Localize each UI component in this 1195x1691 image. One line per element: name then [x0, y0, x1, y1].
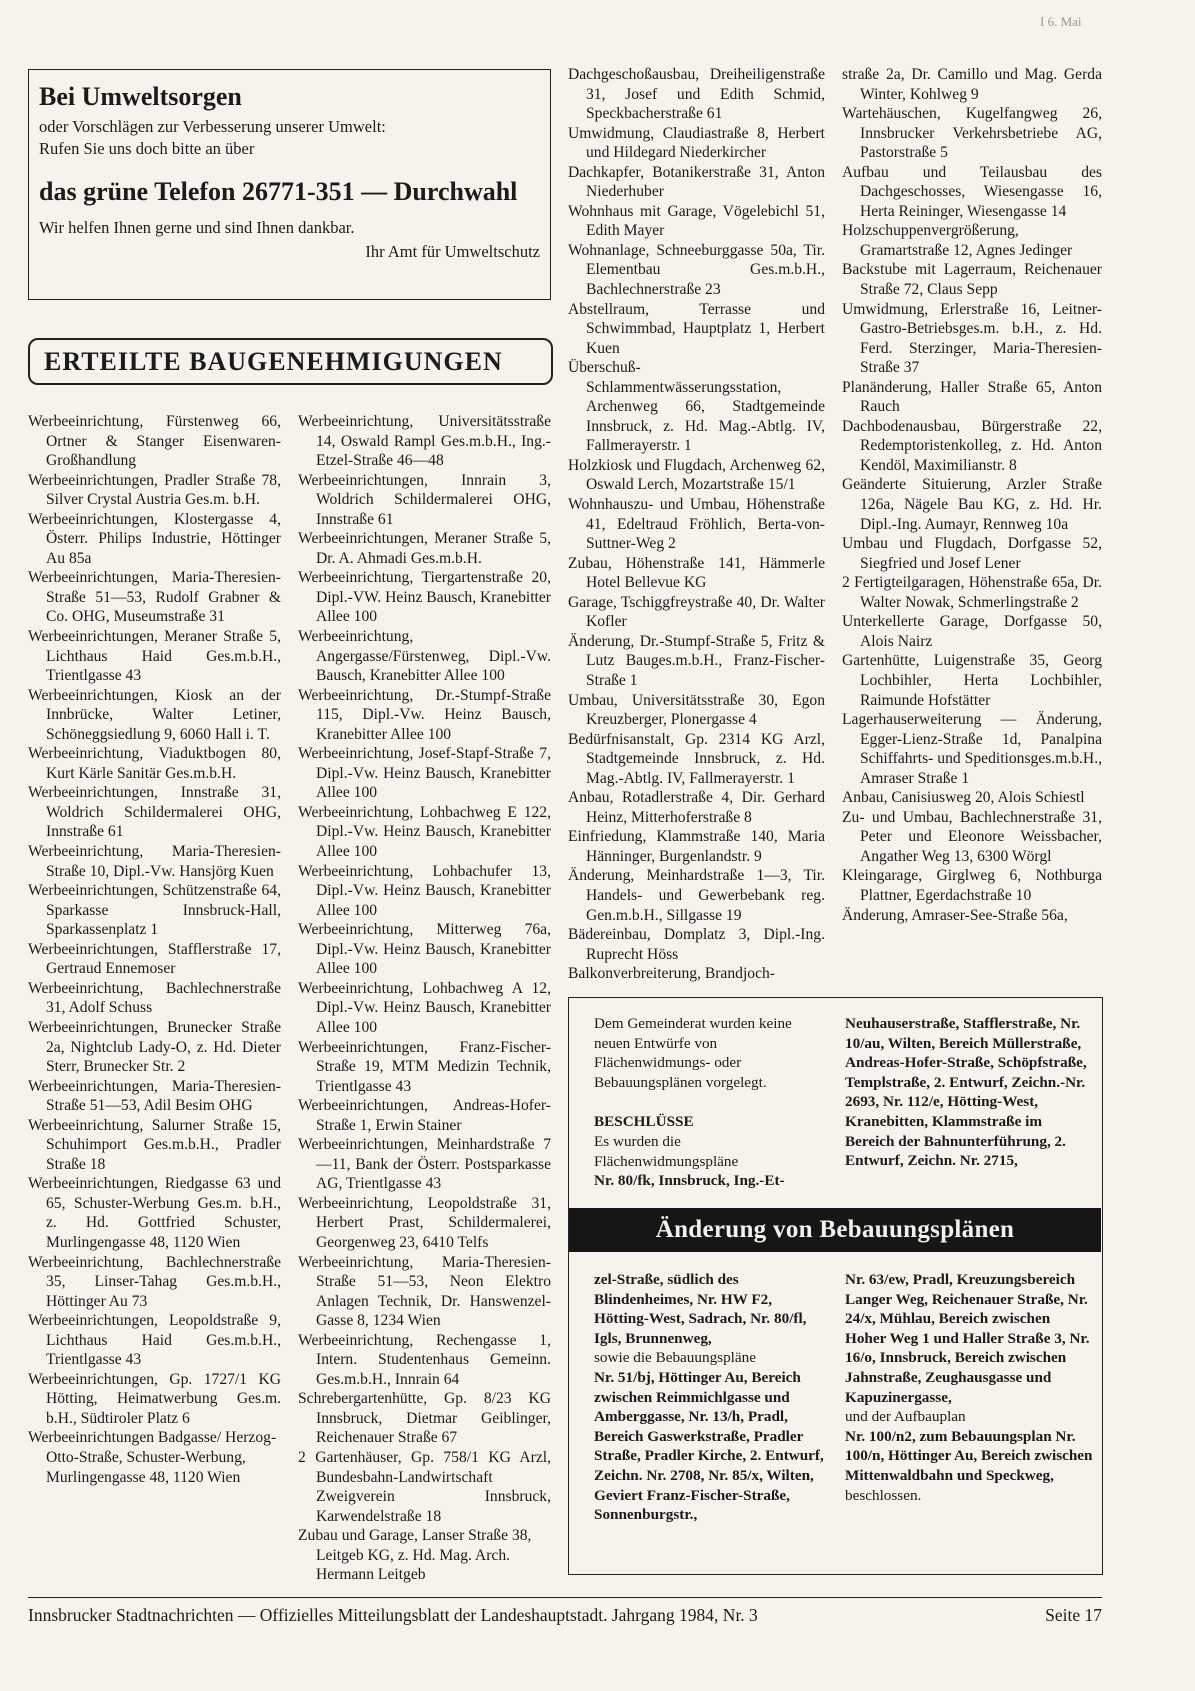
permit-entry: Werbeeinrichtungen, Meraner Straße 5, Dr. A. Ahmadi Ges.m.b.H. [298, 530, 551, 567]
plans-left-a: zel-Straße, südlich des Blindenheimes, Nr. HW F2, Hötting-West, Sadrach, Nr. 80/fl, Igls, Brunnenweg, [594, 1271, 807, 1347]
permit-entry: Balkonverbreiterung, Brandjoch- [568, 965, 775, 983]
permit-entry: Werbeeinrichtungen, Meraner Straße 5, Lichthaus Haid Ges.m.b.H., Trientlgasse 43 [28, 628, 281, 685]
permit-entry: Unterkellerte Garage, Dorfgasse 50, Alois Nairz [842, 613, 1102, 650]
permit-entry: Umwidmung, Erlerstraße 16, Leitner-Gastro-Betriebsges.m. b.H., z. Hd. Ferd. Sterzinger, Maria-Theresien-Straße 37 [842, 300, 1102, 377]
gemeinderat-intro: Dem Gemeinderat wurden keine neuen Entwürfe von Flächenwidmungs- oder Bebauungsplänen vorgelegt. [594, 1015, 792, 1091]
permit-entry: Werbeeinrichtung, Lohbachweg A 12, Dipl.-Vw. Heinz Bausch, Kranebitter Allee 100 [298, 979, 551, 1036]
plans-right-b: und der Aufbauplan [845, 1408, 966, 1426]
permit-entry: Wohnhaus mit Garage, Vögelebichl 51, Edith Mayer [568, 202, 825, 240]
permit-entry: Geänderte Situierung, Arzler Straße 126a, Nägele Bau KG, z. Hd. Hr. Dipl.-Ing. Aumayr, Rennweg 10a [842, 476, 1102, 533]
permit-entry: Werbeeinrichtung, Maria-Theresien-Straße 10, Dipl.-Vw. Hansjörg Kuen [28, 843, 281, 880]
permit-entry: Werbeeinrichtung, Viaduktbogen 80, Kurt Kärle Sanitär Ges.m.b.H. [28, 745, 281, 782]
beschluesse-text: Es wurden die Flächenwidmungspläne [594, 1132, 739, 1170]
permit-entry: Werbeeinrichtung, Fürstenweg 66, Ortner & Stanger Eisenwaren-Großhandlung [28, 413, 281, 470]
permit-entry: Einfriedung, Klammstraße 140, Maria Hänninger, Burgenlandstr. 9 [568, 828, 825, 865]
permits-column-2 [298, 412, 551, 1585]
permit-entry: Werbeeinrichtungen, Leopoldstraße 9, Lichthaus Haid Ges.m.b.H., Trientlgasse 43 [28, 1312, 281, 1369]
permit-entry: Backstube mit Lagerraum, Reichenauer Straße 72, Claus Sepp [842, 261, 1102, 299]
gemeinderat-right-lower [845, 1270, 1093, 1505]
permit-entry: Werbeeinrichtungen, Maria-Theresien-Straße 51—53, Rudolf Grabner & Co. OHG, Museumstraße 31 [28, 569, 281, 626]
permit-entry: Werbeeinrichtung, Maria-Theresien-Straße 51—53, Neon Elektro Anlagen Technik, Dr. Hanswenzel-Gasse 8, 1234 Wien [298, 1253, 551, 1330]
aenderung-bebauungsplaene-banner: Änderung von Bebauungsplänen [569, 1208, 1101, 1252]
permit-entry: Umbau und Flugdach, Dorfgasse 52, Siegfried und Josef Lener [842, 535, 1102, 572]
permit-entry: Holzschuppenvergrößerung, Gramartstraße 12, Agnes Jedinger [842, 222, 1073, 259]
permit-entry: Garage, Tschiggfreystraße 40, Dr. Walter Kofler [568, 593, 825, 631]
permit-entry: Planänderung, Haller Straße 65, Anton Rauch [842, 378, 1102, 416]
permit-entry: Werbeeinrichtungen, Franz-Fischer-Straße 19, MTM Medizin Technik, Trientlgasse 43 [298, 1038, 551, 1095]
footer-publication: Innsbrucker Stadtnachrichten — Offizielles Mitteilungsblatt der Landeshauptstadt. Jahrgang 1984, Nr. 3 [28, 1605, 758, 1625]
page-number: Seite 17 [1045, 1605, 1102, 1625]
permit-entry: Werbeeinrichtungen, Andreas-Hofer-Straße 1, Erwin Stainer [298, 1097, 551, 1134]
permit-entry: Lagerhauserweiterung — Änderung, Egger-Lienz-Straße 1d, Panalpina Schiffahrts- und Speditionsges.m.b.H., Amraser Straße 1 [842, 711, 1102, 787]
permit-entry: Werbeeinrichtungen, Brunecker Straße 2a, Nightclub Lady-O, z. Hd. Dieter Sterr, Brunecker Str. 2 [28, 1018, 281, 1076]
umwelt-line-3: Wir helfen Ihnen gerne und sind Ihnen dankbar. [39, 218, 355, 237]
permit-entry: Überschuß-Schlammentwässerungsstation, Archenweg 66, Stadtgemeinde Innsbruck, z. Hd. Mag.-Abtlg. IV, Fallmerayerstr. 1 [568, 359, 825, 455]
permit-entry: Werbeeinrichtungen, Kiosk an der Innbrücke, Walter Letiner, Schöneggsiedlung 9, 6060 Hall i. T. [28, 686, 281, 743]
permit-entry: Holzkiosk und Flugdach, Archenweg 62, Oswald Lerch, Mozartstraße 15/1 [568, 456, 825, 494]
permit-entry: Werbeeinrichtungen, Schützenstraße 64, Sparkasse Innsbruck-Hall, Sparkassenplatz 1 [28, 882, 281, 939]
umwelt-signature: Ihr Amt für Umweltschutz [365, 242, 540, 261]
gemeinderat-left-upper [594, 1014, 824, 1191]
permit-entry: Werbeeinrichtungen, Pradler Straße 78, Silver Crystal Austria Ges.m. b.H. [28, 471, 281, 509]
phone-heading: das grüne Telefon 26771-351 — Durchwahl [39, 177, 518, 206]
permits-column-4 [842, 65, 1102, 925]
beschluesse-heading: BESCHLÜSSE [594, 1113, 694, 1131]
permit-entry: Werbeeinrichtungen, Klostergasse 4, Österr. Philips Industrie, Höttinger Au 85a [28, 510, 281, 567]
permit-entry: Werbeeinrichtung, Rechengasse 1, Intern. Studentenhaus Gemeinn. Ges.m.b.H., Innrain 64 [298, 1331, 551, 1388]
permit-entry: Werbeeinrichtung, Leopoldstraße 31, Herbert Prast, Schildermalerei, Georgenweg 23, 6410 Telfs [298, 1194, 551, 1251]
permit-entry: Werbeeinrichtung, Tiergartenstraße 20, Dipl.-VW. Heinz Bausch, Kranebitter Allee 100 [298, 569, 551, 626]
permit-entry: Werbeeinrichtungen, Innrain 3, Woldrich Schildermalerei OHG, Innstraße 61 [298, 471, 551, 528]
permit-entry: Werbeeinrichtung, Lohbachufer 13, Dipl.-Vw. Heinz Bausch, Kranebitter Allee 100 [298, 862, 551, 919]
permit-entry: Dachgeschoßausbau, Dreiheiligenstraße 31, Josef und Edith Schmid, Speckbacherstraße 61 [568, 66, 825, 123]
permit-entry: Gartenhütte, Luigenstraße 35, Georg Lochbihler, Herta Lochbihler, Raimunde Hofstätter [842, 652, 1102, 709]
permits-column-3 [568, 65, 825, 984]
permit-entry: Wohnanlage, Schneeburggasse 50a, Tir. Elementbau Ges.m.b.H., Bachlechnerstraße 23 [568, 241, 825, 299]
plans-right-a: Nr. 63/ew, Pradl, Kreuzungsbereich Langer Weg, Reichenauer Straße, Nr. 24/x, Mühlau, Bereich zwischen Hoher Weg 1 und Haller Straße 3, Nr. 16/o, Innsbruck, Bereich zwischen Jahnstraße, Zeughausgasse und Kapuzinergasse, [845, 1271, 1090, 1406]
plans-left-c: Nr. 51/bj, Höttinger Au, Bereich zwischen Reimmichlgasse und Amberggasse, Nr. 13/h, Pradl, Bereich Gaswerkstraße, Pradler Straße, Pradler Kirche, 2. Entwurf, Zeichn. Nr. 2708, Nr. 85/x, Wilten, Geviert Franz-Fischer-Straße, Sonnenburgstr., [594, 1368, 824, 1524]
permit-entry: Werbeeinrichtung, Bachlechnerstraße 35, Linser-Tahag Ges.m.b.H., Höttinger Au 73 [28, 1253, 281, 1310]
permit-entry: Werbeeinrichtung, Mitterweg 76a, Dipl.-Vw. Heinz Bausch, Kranebitter Allee 100 [298, 921, 551, 978]
permit-entry: Änderung, Amraser-See-Straße 56a, [842, 906, 1068, 924]
permit-entry: Werbeeinrichtungen, Innstraße 31, Woldrich Schildermalerei OHG, Innstraße 61 [28, 784, 281, 841]
gemeinderat-box [568, 997, 1103, 1575]
beschluesse-plan-left: Nr. 80/fk, Innsbruck, Ing.-Et- [594, 1172, 785, 1190]
permit-entry: Wartehäuschen, Kugelfangweg 26, Innsbrucker Verkehrsbetriebe AG, Pastorstraße 5 [842, 105, 1102, 162]
permit-entry: Umwidmung, Claudiastraße 8, Herbert und Hildegard Niederkircher [568, 124, 825, 162]
permit-entry: Werbeeinrichtungen, Meinhardstraße 7—11, Bank der Österr. Postsparkasse AG, Trientlgasse 43 [298, 1136, 551, 1193]
umwelt-info-box [28, 69, 551, 300]
page-footer [28, 1604, 1102, 1626]
permit-entry: Werbeeinrichtungen, Maria-Theresien-Straße 51—53, Adil Besim OHG [28, 1077, 281, 1115]
permit-entry: 2 Fertigteilgaragen, Höhenstraße 65a, Dr. Walter Nowak, Schmerlingstraße 2 [842, 574, 1102, 611]
umwelt-line-1: oder Vorschlägen zur Verbesserung unserer Umwelt: [39, 117, 386, 136]
permit-entry: Änderung, Meinhardstraße 1—3, Tir. Handels- und Gewerbebank reg. Gen.m.b.H., Sillgasse 19 [568, 867, 825, 924]
gemeinderat-right-upper: Neuhauserstraße, Stafflerstraße, Nr. 10/au, Wilten, Bereich Müllerstraße, Andreas-Hofer-Straße, Schöpfstraße, Templstraße, 2. Entwurf, Zeichn.-Nr. 2693, Nr. 112/e, Hötting-West, Kranebitten, Klammstraße im Bereich der Bahnunterführung, 2. Entwurf, Zeichn. Nr. 2715, [845, 1015, 1087, 1170]
permit-entry: Werbeeinrichtung, Dr.-Stumpf-Straße 115, Dipl.-Vw. Heinz Bausch, Kranebitter Allee 100 [298, 686, 551, 743]
permit-entry: Zubau und Garage, Lanser Straße 38, Leitgeb KG, z. Hd. Mag. Arch. Hermann Leitgeb [298, 1527, 532, 1584]
permit-entry: Werbeeinrichtung, Bachlechnerstraße 31, Adolf Schuss [28, 979, 281, 1017]
plans-right-c: Nr. 100/n2, zum Bebauungsplan Nr. 100/n, Höttinger Au, Bereich zwischen Mittenwaldbahn und Speckweg, [845, 1427, 1093, 1484]
umwelt-title: Bei Umweltsorgen [39, 82, 242, 111]
permit-entry: Kleingarage, Girglweg 6, Nothburga Plattner, Egerdachstraße 10 [842, 867, 1102, 904]
corner-mark: I 6. Mai [1040, 14, 1082, 29]
permit-entry: Werbeeinrichtungen, Riedgasse 63 und 65, Schuster-Werbung Ges.m. b.H., z. Hd. Gottfried Schuster, Murlingengasse 48, 1120 Wien [28, 1175, 281, 1251]
permit-entry: Abstellraum, Terrasse und Schwimmbad, Hauptplatz 1, Herbert Kuen [568, 300, 825, 357]
permit-entry: Werbeeinrichtung, Lohbachweg E 122, Dipl.-Vw. Heinz Bausch, Kranebitter Allee 100 [298, 803, 551, 861]
footer-rule [28, 1597, 1102, 1598]
permit-entry: Bädereinbau, Domplatz 3, Dipl.-Ing. Ruprecht Höss [568, 926, 825, 963]
plans-left-b: sowie die Bebauungspläne [594, 1349, 756, 1367]
permit-entry: Werbeeinrichtung, Angergasse/Fürstenweg, Dipl.-Vw. Bausch, Kranebitter Allee 100 [298, 628, 551, 685]
permit-entry: Bedürfnisanstalt, Gp. 2314 KG Arzl, Stadtgemeinde Innsbruck, z. Hd. Mag.-Abtlg. IV, Fallmerayerstr. 1 [568, 730, 825, 787]
permit-entry: Wohnhauszu- und Umbau, Höhenstraße 41, Edeltraud Fröhlich, Berta-von-Suttner-Weg 2 [568, 496, 825, 553]
umwelt-line-2: Rufen Sie uns doch bitte an über [39, 139, 255, 158]
permit-entry: Anbau, Canisiusweg 20, Alois Schiestl [842, 789, 1085, 807]
permit-entry: 2 Gartenhäuser, Gp. 758/1 KG Arzl, Bundesbahn-Landwirtschaft Zweigverein Innsbruck, Karwendelstraße 18 [298, 1448, 551, 1525]
plans-right-d: beschlossen. [845, 1486, 922, 1504]
permit-entry: Umbau, Universitätsstraße 30, Egon Kreuzberger, Plonergasse 4 [568, 691, 825, 729]
permit-entry: Zubau, Höhenstraße 141, Hämmerle Hotel Bellevue KG [568, 554, 825, 592]
permit-entry: Werbeeinrichtungen, Gp. 1727/1 KG Hötting, Heimatwerbung Ges.m. b.H., Südtiroler Platz 6 [28, 1370, 281, 1427]
permit-entry: Schrebergartenhütte, Gp. 8/23 KG Innsbruck, Dietmar Geiblinger, Reichenauer Straße 67 [298, 1390, 551, 1447]
permit-entry: Werbeeinrichtung, Josef-Stapf-Straße 7, Dipl.-Vw. Heinz Bausch, Kranebitter Allee 100 [298, 745, 551, 802]
permit-entry: Werbeeinrichtungen, Stafflerstraße 17, Gertraud Ennemoser [28, 940, 281, 978]
permits-column-1 [28, 412, 281, 1487]
permit-entry: Werbeeinrichtung, Salurner Straße 15, Schuhimport Ges.m.b.H., Pradler Straße 18 [28, 1116, 281, 1173]
permit-entry: Änderung, Dr.-Stumpf-Straße 5, Fritz & Lutz Bauges.m.b.H., Franz-Fischer-Straße 1 [568, 632, 825, 689]
permit-entry: Dachkapfer, Botanikerstraße 31, Anton Niederhuber [568, 163, 825, 201]
permit-entry: Werbeeinrichtung, Universitätsstraße 14, Oswald Rampl Ges.m.b.H., Ing.-Etzel-Straße 46—48 [298, 413, 551, 470]
permit-entry: Dachbodenausbau, Bürgerstraße 22, Redemptoristenkolleg, z. Hd. Anton Kendöl, Maximilianstr. 8 [842, 417, 1102, 474]
permit-entry: straße 2a, Dr. Camillo und Mag. Gerda Winter, Kohlweg 9 [842, 66, 1102, 103]
gemeinderat-left-lower [594, 1270, 828, 1525]
section-heading: ERTEILTE BAUGENEHMIGUNGEN [28, 338, 553, 385]
permit-entry: Werbeeinrichtungen Badgasse/ Herzog-Otto-Straße, Schuster-Werbung, Murlingengasse 48, 1120 Wien [28, 1429, 277, 1486]
permit-entry: Zu- und Umbau, Bachlechnerstraße 31, Peter und Eleonore Weissbacher, Angather Weg 13, 6300 Wörgl [842, 808, 1102, 865]
permit-entry: Anbau, Rotadlerstraße 4, Dir. Gerhard Heinz, Mitterhoferstraße 8 [568, 789, 825, 826]
permit-entry: Aufbau und Teilausbau des Dachgeschosses, Wiesengasse 16, Herta Reininger, Wiesengasse 14 [842, 163, 1102, 220]
